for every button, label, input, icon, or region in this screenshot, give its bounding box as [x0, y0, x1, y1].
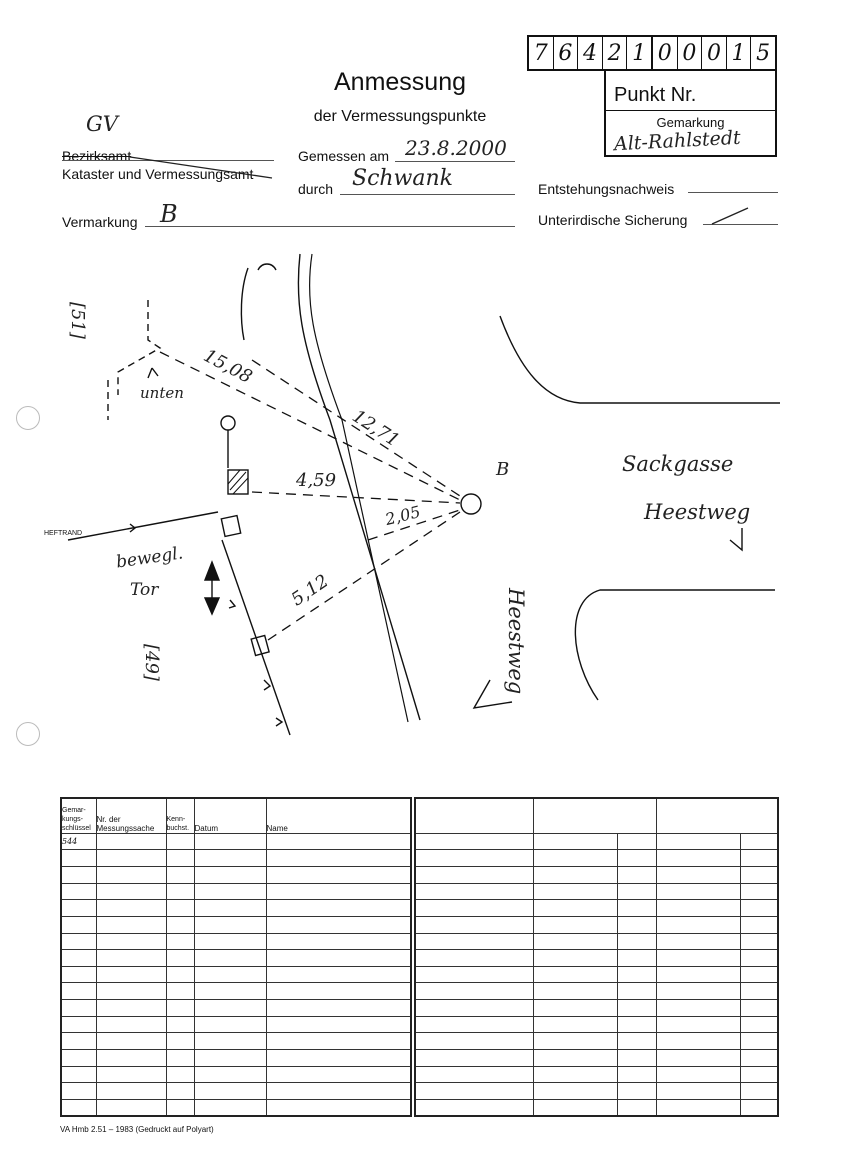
id-digit: 6	[554, 37, 579, 69]
gemessen-am-label: Gemessen am	[298, 148, 390, 164]
bezirksamt-label: Bezirksamt	[62, 148, 132, 164]
page-title: Anmessung	[333, 68, 467, 96]
bracket-51-label: [51]	[67, 302, 88, 339]
tor-label: Tor	[130, 580, 159, 600]
unten-label: unten	[140, 384, 184, 402]
punkt-nr-label: Punkt Nr.	[614, 84, 697, 106]
durch-value: Schwank	[352, 166, 454, 191]
distance-label: 5,12	[287, 570, 333, 611]
bewegl-label: bewegl.	[114, 543, 185, 573]
vermarkung-value: B	[160, 200, 178, 228]
sicherung-label: Unterirdische Sicherung	[538, 212, 688, 228]
id-digit: 1	[727, 37, 752, 69]
heftrand-label: HEFTRAND	[44, 530, 83, 537]
durch-label: durch	[298, 181, 334, 197]
heestweg-right-label: Heestweg	[644, 500, 751, 524]
header-gemarkungsschluessel: Gemar-kungs-schlüssel	[61, 798, 96, 833]
header-nr-messungssache: Nr. der Messungssache	[96, 798, 166, 833]
distance-label: 2,05	[383, 501, 423, 530]
id-digit: 0	[678, 37, 703, 69]
distance-label: 15,08	[200, 345, 256, 388]
header-kennbuchst: Kenn-buchst.	[166, 798, 194, 833]
id-digit: 2	[603, 37, 628, 69]
vermarkung-label: Vermarkung	[62, 214, 138, 230]
register-table-right	[414, 797, 779, 1117]
office-code: GV	[86, 112, 118, 136]
header-datum: Datum	[194, 798, 266, 833]
table-cell: 544	[61, 833, 96, 850]
id-digit: 7	[529, 37, 554, 69]
kataster-label: Kataster und Vermessungsamt	[62, 166, 254, 182]
page-subtitle: der Vermessungspunkte	[313, 108, 487, 125]
id-digit: 0	[702, 37, 727, 69]
bracket-49-label: [49]	[141, 644, 162, 681]
sackgasse-label: Sackgasse	[622, 452, 734, 476]
distance-label: 12,71	[348, 405, 404, 452]
id-digit: 4	[578, 37, 603, 69]
heestweg-road-label: Heestweg	[504, 588, 528, 695]
form-footer: VA Hmb 2.51 – 1983 (Gedruckt auf Polyart)	[60, 1125, 214, 1134]
distance-label: 4,59	[296, 470, 337, 491]
register-table-left	[60, 797, 412, 1117]
id-digit: 1	[627, 37, 653, 69]
entstehung-label: Entstehungsnachweis	[538, 181, 675, 197]
gemarkung-value: Alt-Rahlstedt	[613, 126, 742, 156]
point-b-label: B	[496, 459, 510, 480]
gemessen-am-value: 23.8.2000	[405, 136, 507, 160]
id-digit: 5	[756, 40, 771, 66]
id-digit: 0	[653, 37, 678, 69]
gemarkung-label: Gemarkung	[656, 115, 725, 130]
header-name: Name	[266, 798, 411, 833]
